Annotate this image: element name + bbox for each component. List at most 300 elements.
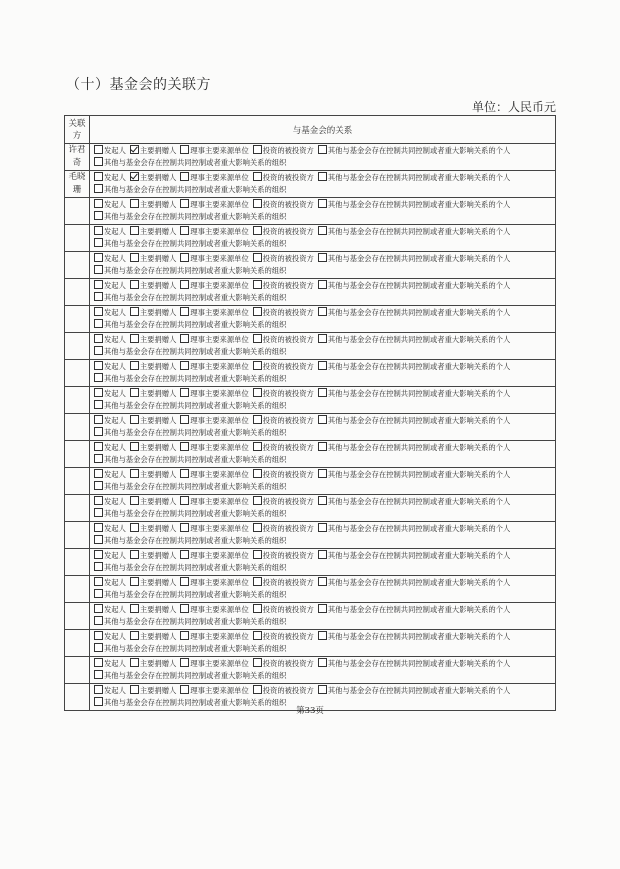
checkbox[interactable] xyxy=(94,211,103,220)
checkbox[interactable] xyxy=(318,604,327,613)
option-label: 其他与基金会存在控制共同控制或者重大影响关系的个人 xyxy=(327,308,511,317)
option-label: 其他与基金会存在控制共同控制或者重大影响关系的个人 xyxy=(327,281,511,290)
relationship-option xyxy=(318,280,510,292)
related-party-name xyxy=(65,576,90,603)
checkbox[interactable] xyxy=(94,334,103,343)
checkbox[interactable] xyxy=(180,361,189,370)
relationship-option xyxy=(130,280,176,292)
checkbox[interactable] xyxy=(180,685,189,694)
relationship-option xyxy=(253,361,314,373)
option-label: 其他与基金会存在控制共同控制或者重大影响关系的个人 xyxy=(327,173,511,182)
option-label: 其他与基金会存在控制共同控制或者重大影响关系的组织 xyxy=(104,293,287,302)
relationship-option xyxy=(253,226,314,238)
option-label: 发起人 xyxy=(104,524,126,533)
checkbox[interactable] xyxy=(94,253,103,262)
related-party-name: 许君奇 xyxy=(65,144,90,171)
relationship-option xyxy=(130,226,176,238)
checkbox[interactable] xyxy=(94,415,103,424)
option-label: 主要捐赠人 xyxy=(139,200,177,209)
checkbox[interactable] xyxy=(318,172,327,181)
related-party-name xyxy=(65,522,90,549)
checkbox[interactable] xyxy=(180,523,189,532)
relationship-options xyxy=(90,333,556,360)
relationship-option xyxy=(94,589,286,601)
checkbox[interactable] xyxy=(253,145,262,154)
checkbox[interactable] xyxy=(253,307,262,316)
checkbox[interactable] xyxy=(94,670,103,679)
relationship-option xyxy=(318,550,510,562)
option-label: 主要捐赠人 xyxy=(139,281,177,290)
checkbox[interactable] xyxy=(94,616,103,625)
checkbox[interactable] xyxy=(130,631,139,640)
checkbox[interactable] xyxy=(180,199,189,208)
option-label: 投资的被投资方 xyxy=(262,443,314,452)
checkbox[interactable] xyxy=(94,145,103,154)
related-party-name xyxy=(65,225,90,252)
relationship-option xyxy=(318,226,510,238)
relationship-option xyxy=(130,253,176,265)
checkbox[interactable] xyxy=(130,469,139,478)
table-row xyxy=(65,144,556,171)
checkbox[interactable] xyxy=(180,442,189,451)
option-label: 理事主要来源单位 xyxy=(190,389,249,398)
option-label: 其他与基金会存在控制共同控制或者重大影响关系的个人 xyxy=(327,470,511,479)
checkbox[interactable] xyxy=(253,685,262,694)
checkbox[interactable] xyxy=(94,523,103,532)
checkbox[interactable] xyxy=(318,226,327,235)
option-label: 发起人 xyxy=(104,659,126,668)
checkbox[interactable] xyxy=(94,346,103,355)
checkbox[interactable] xyxy=(94,658,103,667)
related-party-name xyxy=(65,198,90,225)
relationship-option xyxy=(94,346,286,358)
option-label: 其他与基金会存在控制共同控制或者重大影响关系的个人 xyxy=(327,335,511,344)
relationship-options xyxy=(90,495,556,522)
related-party-name xyxy=(65,387,90,414)
option-label: 主要捐赠人 xyxy=(139,686,177,695)
option-label: 其他与基金会存在控制共同控制或者重大影响关系的个人 xyxy=(327,416,511,425)
checkbox[interactable] xyxy=(180,631,189,640)
option-label: 理事主要来源单位 xyxy=(190,146,249,155)
option-label: 理事主要来源单位 xyxy=(190,497,249,506)
checkbox[interactable] xyxy=(318,685,327,694)
checkbox[interactable] xyxy=(253,334,262,343)
option-label: 主要捐赠人 xyxy=(139,173,177,182)
checkbox[interactable] xyxy=(180,415,189,424)
checkbox[interactable] xyxy=(130,523,139,532)
relationship-options xyxy=(90,306,556,333)
option-label: 理事主要来源单位 xyxy=(190,281,249,290)
checkbox[interactable] xyxy=(130,226,139,235)
checkbox[interactable] xyxy=(94,550,103,559)
option-label: 其他与基金会存在控制共同控制或者重大影响关系的个人 xyxy=(327,362,511,371)
option-label: 投资的被投资方 xyxy=(262,335,314,344)
checkbox[interactable] xyxy=(94,589,103,598)
checkbox[interactable] xyxy=(130,658,139,667)
checkbox[interactable] xyxy=(94,307,103,316)
option-label: 发起人 xyxy=(104,173,126,182)
checkbox[interactable] xyxy=(130,199,139,208)
checkbox[interactable] xyxy=(253,631,262,640)
checkbox[interactable] xyxy=(318,469,327,478)
relationship-option xyxy=(318,361,510,373)
relationship-option xyxy=(180,226,248,238)
checkbox[interactable] xyxy=(94,685,103,694)
option-label: 其他与基金会存在控制共同控制或者重大影响关系的组织 xyxy=(104,374,287,383)
option-label: 其他与基金会存在控制共同控制或者重大影响关系的组织 xyxy=(104,509,287,518)
relationship-option xyxy=(318,685,510,697)
table-row xyxy=(65,630,556,657)
checkbox[interactable] xyxy=(180,145,189,154)
checkbox[interactable] xyxy=(130,496,139,505)
option-label: 投资的被投资方 xyxy=(262,659,314,668)
checkbox[interactable] xyxy=(318,550,327,559)
relationship-option xyxy=(253,577,314,589)
relationship-option xyxy=(130,334,176,346)
relationship-option xyxy=(94,400,286,412)
checkbox[interactable] xyxy=(180,388,189,397)
checkbox[interactable] xyxy=(130,280,139,289)
checkbox[interactable] xyxy=(94,319,103,328)
checkbox[interactable] xyxy=(253,172,262,181)
option-label: 投资的被投资方 xyxy=(262,389,314,398)
checkbox[interactable] xyxy=(318,334,327,343)
relationship-option xyxy=(318,334,510,346)
relationship-options xyxy=(90,603,556,630)
checkbox[interactable] xyxy=(94,226,103,235)
option-label: 其他与基金会存在控制共同控制或者重大影响关系的个人 xyxy=(327,605,511,614)
checkbox[interactable] xyxy=(130,685,139,694)
checkbox[interactable] xyxy=(318,199,327,208)
relationship-option xyxy=(253,199,314,211)
option-label: 发起人 xyxy=(104,200,126,209)
checkbox[interactable] xyxy=(94,400,103,409)
relationship-option xyxy=(180,577,248,589)
checkbox[interactable] xyxy=(318,307,327,316)
checkbox[interactable] xyxy=(253,226,262,235)
table-row xyxy=(65,306,556,333)
checkbox[interactable] xyxy=(94,373,103,382)
checkbox[interactable] xyxy=(180,334,189,343)
relationship-option xyxy=(180,199,248,211)
option-label: 发起人 xyxy=(104,416,126,425)
option-label: 其他与基金会存在控制共同控制或者重大影响关系的组织 xyxy=(104,320,287,329)
checked-checkbox[interactable] xyxy=(130,145,139,154)
relationship-option xyxy=(130,658,176,670)
checkbox[interactable] xyxy=(94,577,103,586)
header-relationship: 与基金会的关系 xyxy=(90,116,556,144)
checkbox[interactable] xyxy=(94,469,103,478)
relationship-option xyxy=(180,253,248,265)
relationship-option xyxy=(318,388,510,400)
relationship-options xyxy=(90,630,556,657)
page-number: 第33页 xyxy=(296,706,324,716)
relationship-option xyxy=(94,334,126,346)
checkbox[interactable] xyxy=(318,415,327,424)
option-label: 主要捐赠人 xyxy=(139,227,177,236)
checkbox[interactable] xyxy=(253,280,262,289)
checkbox[interactable] xyxy=(180,172,189,181)
option-label: 发起人 xyxy=(104,146,126,155)
option-label: 投资的被投资方 xyxy=(262,362,314,371)
relationship-option xyxy=(318,658,510,670)
checkbox[interactable] xyxy=(318,145,327,154)
relationship-option xyxy=(94,211,286,223)
relationship-option xyxy=(94,388,126,400)
option-label: 发起人 xyxy=(104,308,126,317)
option-label: 主要捐赠人 xyxy=(139,551,177,560)
table-row xyxy=(65,387,556,414)
relationship-option xyxy=(94,157,286,169)
relationship-option xyxy=(94,253,126,265)
checkbox[interactable] xyxy=(253,469,262,478)
relationship-option xyxy=(130,577,176,589)
checkbox[interactable] xyxy=(94,508,103,517)
option-label: 投资的被投资方 xyxy=(262,632,314,641)
relationship-options xyxy=(90,549,556,576)
option-label: 其他与基金会存在控制共同控制或者重大影响关系的个人 xyxy=(327,632,511,641)
relationship-options xyxy=(90,171,556,198)
checkbox[interactable] xyxy=(180,550,189,559)
checkbox[interactable] xyxy=(318,631,327,640)
option-label: 主要捐赠人 xyxy=(139,416,177,425)
checkbox[interactable] xyxy=(130,253,139,262)
relationship-option xyxy=(94,631,126,643)
related-party-name xyxy=(65,252,90,279)
relationship-options xyxy=(90,387,556,414)
relationship-option xyxy=(253,685,314,697)
relationship-options xyxy=(90,657,556,684)
relationship-option xyxy=(130,604,176,616)
option-label: 发起人 xyxy=(104,551,126,560)
checkbox[interactable] xyxy=(94,184,103,193)
option-label: 投资的被投资方 xyxy=(262,497,314,506)
checkbox[interactable] xyxy=(180,253,189,262)
checkbox[interactable] xyxy=(130,442,139,451)
relationship-option xyxy=(94,415,126,427)
related-party-name xyxy=(65,360,90,387)
checkbox[interactable] xyxy=(94,238,103,247)
relationship-option xyxy=(318,145,510,157)
relationship-option xyxy=(318,577,510,589)
checkbox[interactable] xyxy=(130,415,139,424)
checkbox[interactable] xyxy=(180,469,189,478)
checkbox[interactable] xyxy=(94,604,103,613)
relationship-option xyxy=(130,199,176,211)
option-label: 主要捐赠人 xyxy=(139,335,177,344)
relationship-option xyxy=(253,388,314,400)
relationship-option xyxy=(318,199,510,211)
option-label: 发起人 xyxy=(104,254,126,263)
checkbox[interactable] xyxy=(94,361,103,370)
section-title: （十）基金会的关联方 xyxy=(66,77,211,93)
related-party-name xyxy=(65,279,90,306)
relationship-option xyxy=(130,631,176,643)
checkbox[interactable] xyxy=(253,577,262,586)
option-label: 发起人 xyxy=(104,227,126,236)
checkbox[interactable] xyxy=(253,658,262,667)
checkbox[interactable] xyxy=(180,307,189,316)
checkbox[interactable] xyxy=(180,577,189,586)
relationship-options xyxy=(90,144,556,171)
relationship-option xyxy=(253,631,314,643)
option-label: 理事主要来源单位 xyxy=(190,632,249,641)
checkbox[interactable] xyxy=(318,253,327,262)
option-label: 理事主要来源单位 xyxy=(190,308,249,317)
option-label: 理事主要来源单位 xyxy=(190,605,249,614)
option-label: 理事主要来源单位 xyxy=(190,686,249,695)
option-label: 其他与基金会存在控制共同控制或者重大影响关系的个人 xyxy=(327,389,511,398)
relationship-option xyxy=(130,442,176,454)
relationship-option xyxy=(94,535,286,547)
checkbox[interactable] xyxy=(94,442,103,451)
checkbox[interactable] xyxy=(94,157,103,166)
option-label: 主要捐赠人 xyxy=(139,632,177,641)
relationship-option xyxy=(94,658,126,670)
relationship-option xyxy=(94,226,126,238)
checkbox[interactable] xyxy=(318,658,327,667)
option-label: 理事主要来源单位 xyxy=(190,659,249,668)
relationship-option xyxy=(94,238,286,250)
checkbox[interactable] xyxy=(94,280,103,289)
relationship-option xyxy=(253,496,314,508)
relationship-options xyxy=(90,522,556,549)
checkbox[interactable] xyxy=(318,442,327,451)
relationship-option xyxy=(253,469,314,481)
checkbox[interactable] xyxy=(318,496,327,505)
option-label: 投资的被投资方 xyxy=(262,551,314,560)
relationship-option xyxy=(318,172,510,184)
checkbox[interactable] xyxy=(94,454,103,463)
table-row xyxy=(65,549,556,576)
checkbox[interactable] xyxy=(94,535,103,544)
relationship-option xyxy=(94,373,286,385)
option-label: 发起人 xyxy=(104,686,126,695)
option-label: 其他与基金会存在控制共同控制或者重大影响关系的个人 xyxy=(327,497,511,506)
checkbox[interactable] xyxy=(180,604,189,613)
checkbox[interactable] xyxy=(253,550,262,559)
option-label: 投资的被投资方 xyxy=(262,470,314,479)
table-row xyxy=(65,657,556,684)
checkbox[interactable] xyxy=(130,361,139,370)
relationship-option xyxy=(94,685,126,697)
checkbox[interactable] xyxy=(94,562,103,571)
checkbox[interactable] xyxy=(253,253,262,262)
checkbox[interactable] xyxy=(180,658,189,667)
relationship-option xyxy=(94,604,126,616)
table-row xyxy=(65,414,556,441)
option-label: 其他与基金会存在控制共同控制或者重大影响关系的个人 xyxy=(327,524,511,533)
relationship-options xyxy=(90,441,556,468)
checkbox[interactable] xyxy=(94,481,103,490)
checkbox[interactable] xyxy=(253,604,262,613)
related-party-name xyxy=(65,657,90,684)
option-label: 主要捐赠人 xyxy=(139,389,177,398)
option-label: 投资的被投资方 xyxy=(262,605,314,614)
checkbox[interactable] xyxy=(94,172,103,181)
relationship-options xyxy=(90,360,556,387)
relationship-option xyxy=(253,442,314,454)
checkbox[interactable] xyxy=(253,199,262,208)
checkbox[interactable] xyxy=(130,577,139,586)
option-label: 投资的被投资方 xyxy=(262,254,314,263)
related-party-name xyxy=(65,630,90,657)
relationship-option xyxy=(94,184,286,196)
related-party-name xyxy=(65,603,90,630)
option-label: 其他与基金会存在控制共同控制或者重大影响关系的组织 xyxy=(104,212,287,221)
relationship-option xyxy=(180,658,248,670)
option-label: 主要捐赠人 xyxy=(139,470,177,479)
relationship-option xyxy=(180,361,248,373)
table-body xyxy=(65,144,556,711)
table-row xyxy=(65,279,556,306)
checkbox[interactable] xyxy=(94,388,103,397)
table-row xyxy=(65,576,556,603)
relationship-option xyxy=(94,454,286,466)
relationship-option xyxy=(253,415,314,427)
option-label: 投资的被投资方 xyxy=(262,416,314,425)
checkbox[interactable] xyxy=(130,388,139,397)
checkbox[interactable] xyxy=(130,334,139,343)
table-row xyxy=(65,360,556,387)
checkbox[interactable] xyxy=(318,523,327,532)
checkbox[interactable] xyxy=(318,577,327,586)
checkbox[interactable] xyxy=(180,496,189,505)
option-label: 理事主要来源单位 xyxy=(190,335,249,344)
relationship-option xyxy=(94,292,286,304)
checkbox[interactable] xyxy=(318,361,327,370)
option-label: 发起人 xyxy=(104,497,126,506)
checkbox[interactable] xyxy=(94,496,103,505)
checkbox[interactable] xyxy=(318,388,327,397)
checked-checkbox[interactable] xyxy=(130,172,139,181)
checkbox[interactable] xyxy=(318,280,327,289)
table-row xyxy=(65,225,556,252)
relationship-options xyxy=(90,279,556,306)
relationship-option xyxy=(130,361,176,373)
checkbox[interactable] xyxy=(94,631,103,640)
checkbox[interactable] xyxy=(253,415,262,424)
checkbox[interactable] xyxy=(130,550,139,559)
checkbox[interactable] xyxy=(180,280,189,289)
checkbox[interactable] xyxy=(130,604,139,613)
checkbox[interactable] xyxy=(253,496,262,505)
option-label: 投资的被投资方 xyxy=(262,281,314,290)
relationship-option xyxy=(130,496,176,508)
checkbox[interactable] xyxy=(253,523,262,532)
checkbox[interactable] xyxy=(130,307,139,316)
checkbox[interactable] xyxy=(94,265,103,274)
checkbox[interactable] xyxy=(180,226,189,235)
option-label: 发起人 xyxy=(104,362,126,371)
option-label: 其他与基金会存在控制共同控制或者重大影响关系的组织 xyxy=(104,671,287,680)
checkbox[interactable] xyxy=(253,442,262,451)
option-label: 投资的被投资方 xyxy=(262,227,314,236)
checkbox[interactable] xyxy=(94,643,103,652)
relationship-options xyxy=(90,198,556,225)
option-label: 理事主要来源单位 xyxy=(190,362,249,371)
checkbox[interactable] xyxy=(253,388,262,397)
checkbox[interactable] xyxy=(94,292,103,301)
checkbox[interactable] xyxy=(94,199,103,208)
relationship-option xyxy=(318,307,510,319)
related-party-name xyxy=(65,306,90,333)
relationship-option xyxy=(94,577,126,589)
relationship-option xyxy=(253,523,314,535)
checkbox[interactable] xyxy=(94,427,103,436)
option-label: 其他与基金会存在控制共同控制或者重大影响关系的组织 xyxy=(104,617,287,626)
checkbox[interactable] xyxy=(253,361,262,370)
